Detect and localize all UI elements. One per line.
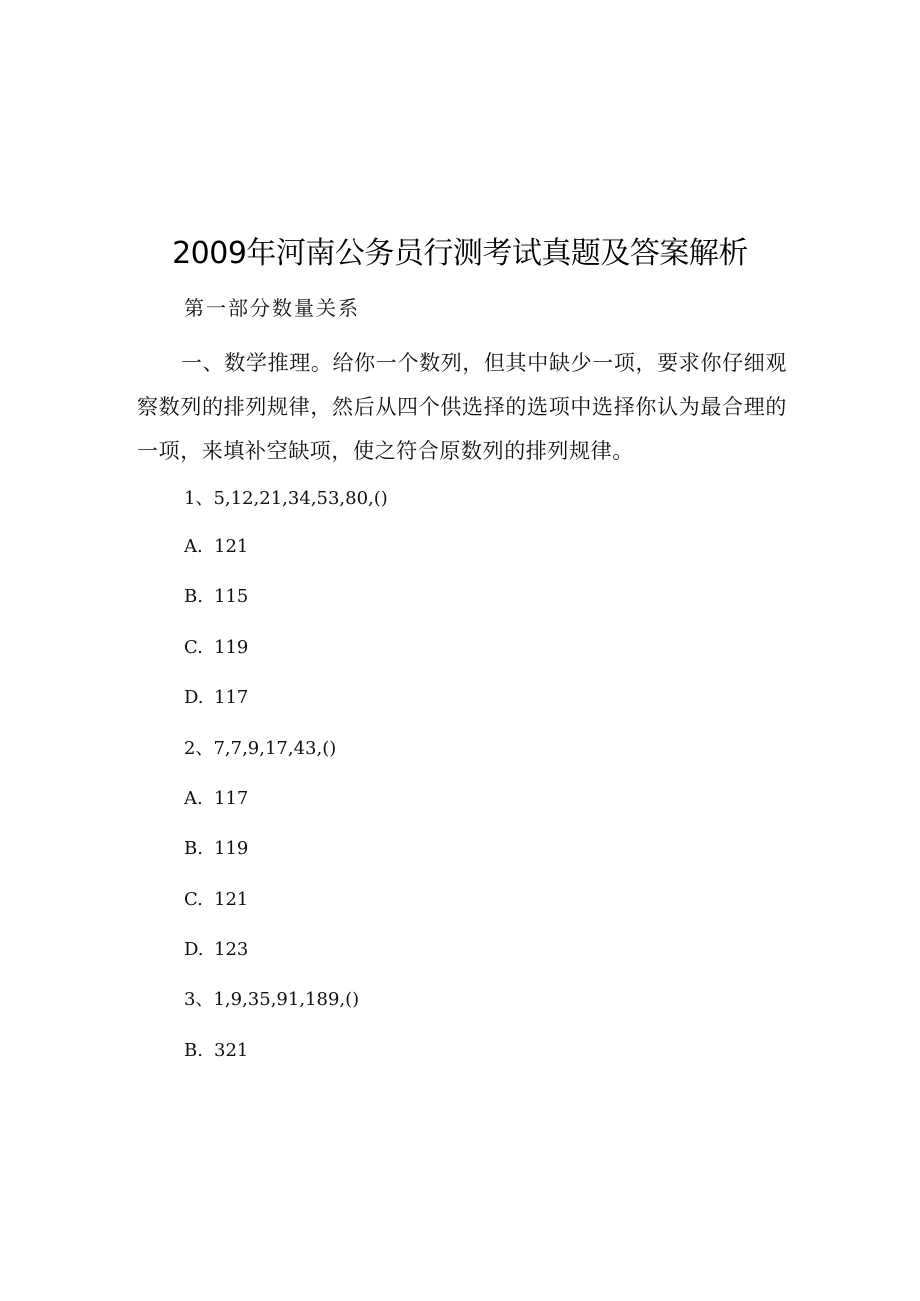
option-letter: A. [184,536,203,557]
option-value: 119 [214,838,249,859]
option-letter: D. [184,687,204,708]
option-value: 121 [214,889,249,910]
question-3-option-b [184,1036,248,1066]
option-letter: B. [184,838,203,859]
question-2-stem: 2、7,7,9,17,43,() [184,738,337,759]
option-letter: A. [184,788,203,809]
document-title: 2009年河南公务员行测考试真题及答案解析 [172,236,748,271]
option-value: 121 [214,536,249,557]
question-1-option-c [184,633,248,663]
option-letter: B. [184,1040,203,1061]
option-value: 115 [214,586,249,607]
option-value: 321 [214,1040,249,1061]
option-value: 119 [214,637,249,658]
option-value: 123 [214,939,249,960]
question-2-option-b [184,834,248,864]
question-2-option-d [184,935,248,965]
question-1-option-a [184,532,248,562]
option-letter: C. [184,637,203,658]
option-letter: C. [184,889,203,910]
option-value: 117 [214,687,249,708]
option-letter: B. [184,586,203,607]
question-1-stem: 1、5,12,21,34,53,80,() [184,488,388,509]
question-2-option-a [184,784,248,814]
section-heading: 第一部分数量关系 [184,296,360,320]
question-2-option-c [184,885,248,915]
question-1-option-b [184,582,248,612]
intro-paragraph: 一、数学推理。给你一个数列，但其中缺少一项，要求你仔细观察数列的排列规律，然后从四个供选择的选项中选择你认为最合理的一项，来填补空缺项，使之符合原数列的排列规律。 [137,351,787,463]
question-1-option-d [184,683,248,713]
option-letter: D. [184,939,204,960]
question-3-stem: 3、1,9,35,91,189,() [184,989,360,1010]
option-value: 117 [214,788,249,809]
